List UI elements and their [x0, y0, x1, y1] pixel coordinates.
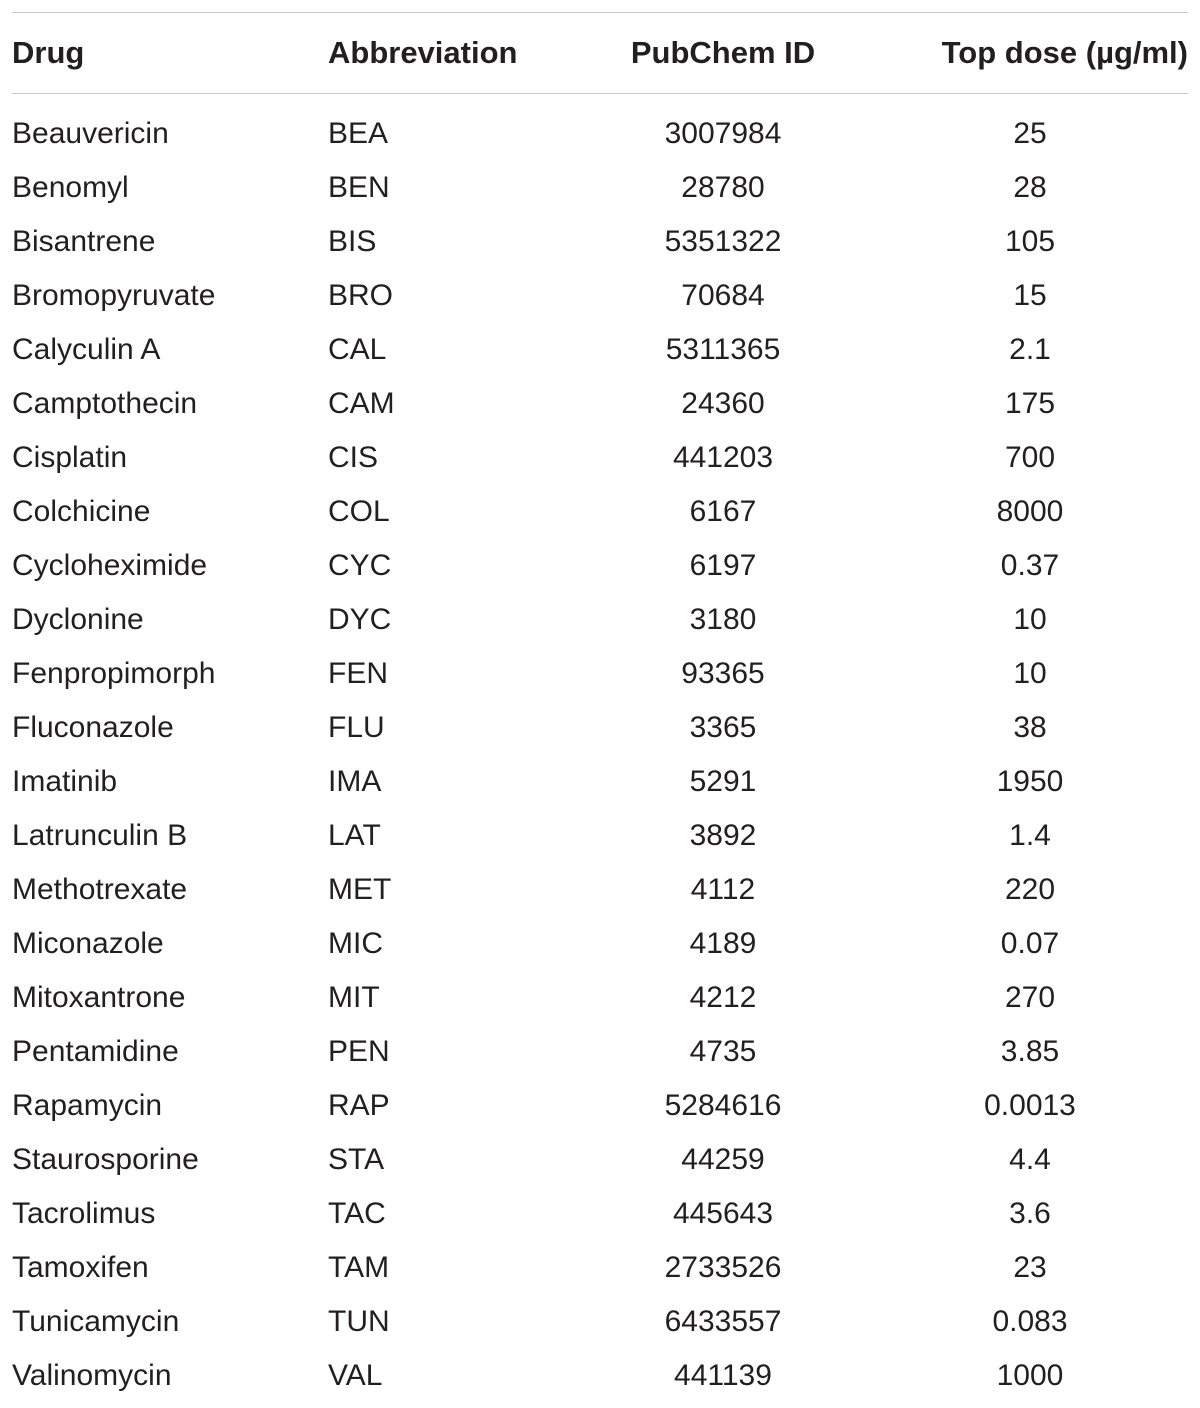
cell-abbreviation: TAC [328, 1197, 386, 1230]
cell-abbreviation: CIS [328, 441, 379, 474]
cell-drug: Imatinib [12, 765, 118, 798]
cell-drug: Pentamidine [12, 1035, 179, 1068]
cell-pubchem-id: 4735 [689, 1035, 757, 1068]
cell-drug: Tacrolimus [12, 1197, 156, 1230]
table-row [12, 1295, 1188, 1349]
cell-pubchem-id: 44259 [681, 1143, 765, 1176]
table-row [12, 809, 1188, 863]
header-abbreviation: Abbreviation [328, 35, 518, 70]
cell-drug: Mitoxantrone [12, 981, 186, 1014]
cell-top-dose: 15 [1013, 279, 1047, 312]
cell-drug: Miconazole [12, 927, 164, 960]
cell-abbreviation: CYC [328, 549, 392, 582]
table-row [12, 917, 1188, 971]
header-drug: Drug [12, 35, 85, 70]
cell-top-dose: 175 [1004, 387, 1056, 420]
cell-top-dose: 105 [1004, 225, 1056, 258]
cell-abbreviation: TUN [328, 1305, 390, 1338]
cell-top-dose: 28 [1013, 171, 1047, 204]
cell-top-dose: 0.07 [1000, 927, 1060, 960]
table-row [12, 1187, 1188, 1241]
cell-drug: Benomyl [12, 171, 129, 204]
cell-top-dose: 1000 [996, 1359, 1064, 1392]
cell-pubchem-id: 4189 [689, 927, 757, 960]
table-row [12, 431, 1188, 485]
cell-drug: Valinomycin [12, 1359, 172, 1392]
cell-top-dose: 4.4 [1009, 1143, 1051, 1176]
cell-pubchem-id: 5291 [689, 765, 757, 798]
cell-drug: Calyculin A [12, 333, 161, 366]
table-row [12, 485, 1188, 539]
cell-drug: Fluconazole [12, 711, 174, 744]
table-row [12, 863, 1188, 917]
cell-abbreviation: COL [328, 495, 390, 528]
table-row [12, 539, 1188, 593]
cell-drug: Latrunculin B [12, 819, 188, 852]
cell-top-dose: 38 [1013, 711, 1047, 744]
table-row [12, 971, 1188, 1025]
cell-pubchem-id: 6197 [689, 549, 757, 582]
cell-drug: Fenpropimorph [12, 657, 216, 690]
table-row [12, 1349, 1188, 1403]
cell-abbreviation: TAM [328, 1251, 390, 1284]
cell-pubchem-id: 441203 [672, 441, 774, 474]
cell-pubchem-id: 4212 [689, 981, 757, 1014]
cell-abbreviation: PEN [328, 1035, 390, 1068]
cell-abbreviation: DYC [328, 603, 392, 636]
cell-drug: Colchicine [12, 495, 151, 528]
cell-abbreviation: STA [328, 1143, 385, 1176]
cell-pubchem-id: 6167 [689, 495, 757, 528]
cell-drug: Tunicamycin [12, 1305, 180, 1338]
cell-abbreviation: VAL [328, 1359, 383, 1392]
cell-top-dose: 23 [1013, 1251, 1047, 1284]
cell-top-dose: 1950 [996, 765, 1064, 798]
cell-drug: Dyclonine [12, 603, 144, 636]
cell-top-dose: 25 [1013, 117, 1047, 150]
table-row [12, 1079, 1188, 1133]
cell-pubchem-id: 70684 [681, 279, 765, 312]
cell-pubchem-id: 3892 [689, 819, 757, 852]
cell-top-dose: 10 [1013, 603, 1047, 636]
cell-pubchem-id: 445643 [672, 1197, 774, 1230]
cell-pubchem-id: 2733526 [664, 1251, 782, 1284]
cell-pubchem-id: 24360 [681, 387, 765, 420]
cell-top-dose: 3.85 [1000, 1035, 1060, 1068]
cell-abbreviation: MET [328, 873, 392, 906]
cell-abbreviation: FLU [328, 711, 385, 744]
header-top-dose: Top dose (µg/ml) [941, 35, 1188, 70]
cell-top-dose: 2.1 [1009, 333, 1051, 366]
table-row [12, 1133, 1188, 1187]
cell-drug: Staurosporine [12, 1143, 199, 1176]
table-header-row [12, 13, 1188, 93]
table-row [12, 647, 1188, 701]
cell-abbreviation: MIC [328, 927, 383, 960]
cell-abbreviation: LAT [328, 819, 381, 852]
cell-pubchem-id: 4112 [690, 873, 756, 906]
table-row [12, 323, 1188, 377]
table-row [12, 215, 1188, 269]
cell-pubchem-id: 93365 [681, 657, 765, 690]
cell-drug: Bromopyruvate [12, 279, 216, 312]
cell-abbreviation: FEN [328, 657, 388, 690]
cell-top-dose: 0.37 [1000, 549, 1060, 582]
table-row [12, 701, 1188, 755]
cell-top-dose: 10 [1013, 657, 1047, 690]
cell-abbreviation: BEA [328, 117, 389, 150]
cell-drug: Rapamycin [12, 1089, 163, 1122]
cell-abbreviation: BIS [328, 225, 377, 258]
cell-abbreviation: CAL [328, 333, 387, 366]
table-row [12, 161, 1188, 215]
cell-abbreviation: IMA [328, 765, 382, 798]
table-row [12, 377, 1188, 431]
table-row [12, 107, 1188, 161]
cell-abbreviation: BRO [328, 279, 394, 312]
cell-pubchem-id: 3365 [689, 711, 757, 744]
cell-top-dose: 220 [1004, 873, 1056, 906]
table-row [12, 755, 1188, 809]
cell-top-dose: 700 [1004, 441, 1056, 474]
cell-pubchem-id: 3007984 [664, 117, 782, 150]
cell-pubchem-id: 28780 [681, 171, 765, 204]
table-row [12, 1025, 1188, 1079]
drug-table [12, 12, 1188, 1403]
cell-abbreviation: BEN [328, 171, 390, 204]
cell-pubchem-id: 441139 [674, 1359, 772, 1392]
cell-drug: Bisantrene [12, 225, 156, 258]
cell-pubchem-id: 3180 [689, 603, 757, 636]
cell-drug: Camptothecin [12, 387, 198, 420]
cell-pubchem-id: 5311365 [665, 333, 781, 366]
cell-top-dose: 0.0013 [984, 1089, 1076, 1122]
cell-pubchem-id: 6433557 [664, 1305, 782, 1338]
cell-top-dose: 270 [1004, 981, 1056, 1014]
cell-top-dose: 0.083 [992, 1305, 1068, 1338]
table-row [12, 593, 1188, 647]
cell-top-dose: 8000 [996, 495, 1064, 528]
cell-drug: Tamoxifen [12, 1251, 149, 1284]
cell-drug: Beauvericin [12, 117, 169, 150]
cell-abbreviation: MIT [328, 981, 380, 1014]
cell-pubchem-id: 5284616 [664, 1089, 782, 1122]
cell-drug: Cycloheximide [12, 549, 208, 582]
table-body [12, 94, 1188, 1403]
table-row [12, 269, 1188, 323]
cell-top-dose: 1.4 [1009, 819, 1051, 852]
cell-drug: Methotrexate [12, 873, 188, 906]
header-pubchem-id: PubChem ID [630, 35, 816, 70]
cell-pubchem-id: 5351322 [664, 225, 782, 258]
table-row [12, 1241, 1188, 1295]
cell-top-dose: 3.6 [1009, 1197, 1051, 1230]
cell-drug: Cisplatin [12, 441, 128, 474]
cell-abbreviation: CAM [328, 387, 395, 420]
cell-abbreviation: RAP [328, 1089, 390, 1122]
